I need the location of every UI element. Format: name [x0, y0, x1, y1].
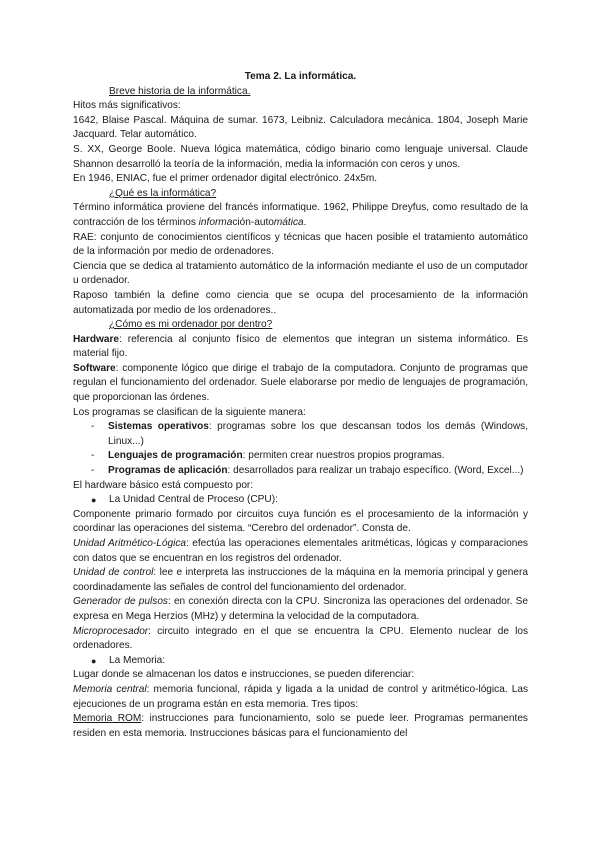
bullet-item-memory: ● La Memoria:	[73, 654, 528, 669]
section-heading-inside: ¿Cómo es mi ordenador por dentro?	[109, 319, 273, 331]
hardware-definition: Hardware: referencia al conjunto físico de elementos que integran un sistema informático. Es material fijo.	[73, 333, 528, 360]
section-heading-what-is: ¿Qué es la informática?	[109, 187, 217, 199]
list-item: - Lenguajes de programación: permiten crear nuestros propios programas.	[73, 449, 528, 464]
bullet-icon: ●	[91, 495, 97, 506]
dash-marker: -	[91, 465, 95, 477]
bullet-icon: ●	[91, 655, 97, 666]
definition-pulse-generator: Generador de pulsos: en conexión directa con la CPU. Sincroniza las operaciones del ordenador. Se expresa en Mega Herzios (MHz) y determina la velocidad de la computadora.	[73, 596, 528, 622]
bullet-item-cpu: ● La Unidad Central de Proceso (CPU):	[73, 493, 528, 508]
list-item: - Programas de aplicación: desarrollados para realizar un trabajo específico. (Word, Excel...)	[73, 464, 528, 479]
document-page	[73, 70, 528, 741]
paragraph: Los programas se clasifican de la siguiente manera:	[73, 406, 306, 418]
definition-ual: Unidad Aritmético-Lógica: efectúa las operaciones elementales aritméticas, lógicas y comparaciones con datos que se encuentran en los registros del ordenador.	[73, 538, 528, 564]
list-item: - Sistemas operativos: programas sobre los que descansan todos los demás (Windows, Linux...)	[91, 421, 529, 447]
paragraph: Hitos más significativos:	[73, 100, 181, 112]
paragraph: El hardware básico está compuesto por:	[73, 479, 254, 491]
programs-list	[73, 420, 528, 478]
page-title: Tema 2. La informática.	[244, 71, 357, 82]
definition-central-memory: Memoria central: memoria funcional, rápida y ligada a la unidad de control y aritmético-lógica. Las ejecuciones de un programa están en esta memoria. Tres tipos:	[73, 683, 528, 710]
paragraph: Raposo también la define como ciencia que se ocupa del procesamiento de la información automatizada por medio de los ordenadores..	[73, 289, 528, 316]
paragraph: Término informática proviene del francés informatique. 1962, Philippe Dreyfus, como resultado de la contracción de los términos información-automática.	[73, 202, 528, 228]
paragraph: S. XX, George Boole. Nueva lógica matemática, código binario como lenguaje universal. Claude Shannon desarrolló la teoría de la información, media la información con ceros y unos.	[73, 143, 528, 170]
dash-marker: -	[91, 450, 95, 462]
paragraph: En 1946, ENIAC, fue el primer ordenador digital electrónico. 24x5m.	[73, 173, 378, 185]
paragraph: Lugar donde se almacenan los datos e instrucciones, se pueden diferenciar:	[73, 669, 415, 681]
definition-control-unit: Unidad de control: lee e interpreta las instrucciones de la máquina en la memoria principal y genera coordinadamente las señales de control del funcionamiento del ordenador.	[73, 567, 528, 593]
definition-rom-memory: Memoria ROM: instrucciones para funcionamiento, solo se puede leer. Programas permanentes residen en esta memoria. Instrucciones básicas para el funcionamiento del	[73, 713, 528, 739]
paragraph: Componente primario formado por circuitos cuya función es el procesamiento de la información y coordinar las operaciones del sistema. “Cerebro del ordenador”. Consta de.	[73, 508, 528, 535]
paragraph: Ciencia que se dedica al tratamiento automático de la información mediante el uso de un computador u ordenador.	[73, 260, 528, 287]
paragraph: RAE: conjunto de conocimientos científicos y técnicas que hacen posible el tratamiento automático de la información por medio de ordenadores.	[73, 231, 528, 258]
software-definition: Software: componente lógico que dirige el trabajo de la computadora. Conjunto de programas que regulan el funcionamiento del ordenador. Suele elaborarse por medio de lenguajes de programación, que proporcionan las órdenes.	[73, 362, 528, 404]
paragraph: 1642, Blaise Pascal. Máquina de sumar. 1673, Leibniz. Calculadora mecánica. 1804, Joseph Marie Jacquard. Telar automático.	[73, 114, 528, 141]
dash-marker: -	[91, 421, 95, 433]
section-heading-history: Breve historia de la informática.	[109, 85, 251, 97]
definition-microprocessor: Microprocesador: circuito integrado en el que se encuentra la CPU. Elemento nuclear de los ordenadores.	[73, 625, 528, 652]
